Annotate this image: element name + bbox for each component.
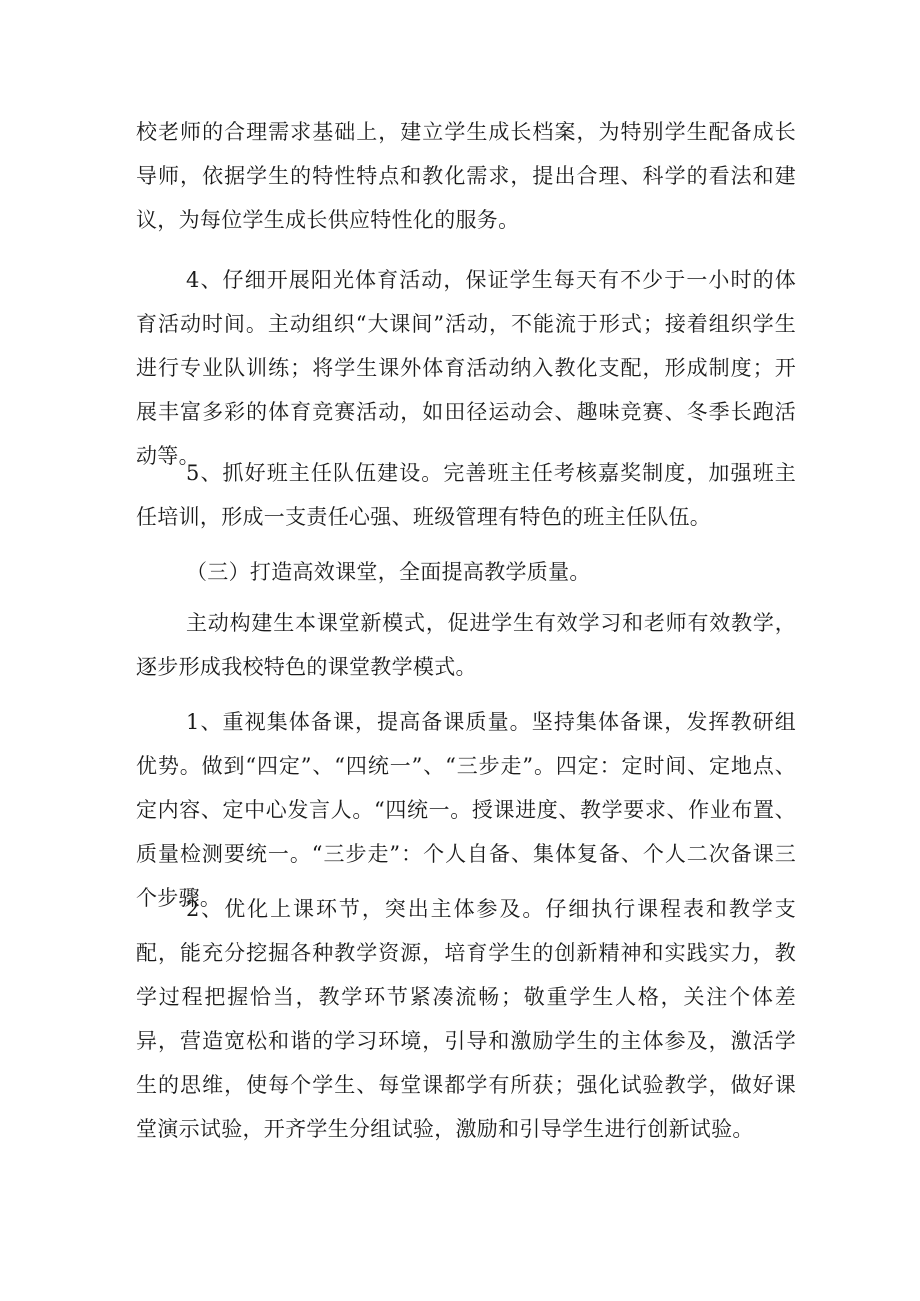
paragraph-optimize-class-sessions: 2、优化上课环节，突出主体参及。仔细执行课程表和教学支配，能充分挖掘各种教学资源，培育学生的创新精神和实践实力，教学过程把握恰当，教学环节紧凑流畅；敬重学生人格，关注个体差异，营造宽松和谐的学习环境，引导和激励学生的主体参及，激活学生的思维，使每个学生、每堂课都学有所获；强化试验教学，做好课堂演示试验，开齐学生分组试验，激励和引导学生进行创新试验。: [136, 897, 796, 1141]
paragraph-student-growth-services: 校老师的合理需求基础上，建立学生成长档案，为特别学生配备成长导师，依据学生的特性特点和教化需求，提出合理、科学的看法和建议，为每位学生成长供应特性化的服务。: [136, 120, 796, 232]
paragraph-head-teacher-team: 5、抓好班主任队伍建设。完善班主任考核嘉奖制度，加强班主任培训，形成一支责任心强、班级管理有特色的班主任队伍。: [136, 461, 796, 529]
section-heading-efficient-classroom: （三）打造高效课堂，全面提高教学质量。: [186, 560, 591, 584]
paragraph-sunshine-sports: 4、仔细开展阳光体育活动，保证学生每天有不少于一小时的体育活动时间。主动组织“大课间”活动，不能流于形式；接着组织学生进行专业队训练；将学生课外体育活动纳入教化支配，形成制度；开展丰富多彩的体育竞赛活动，如田径运动会、趣味竞赛、冬季长跑活动等。: [136, 268, 796, 468]
paragraph-classroom-model: 主动构建生本课堂新模式，促进学生有效学习和老师有效教学，逐步形成我校特色的课堂教学模式。: [136, 611, 796, 679]
paragraph-collective-lesson-prep: 1、重视集体备课，提高备课质量。坚持集体备课，发挥教研组优势。做到“四定”、“四统一”、“三步走”。四定：定时间、定地点、定内容、定中心发言人。“四统一。授课进度、教学要求、作业布置、质量检测要统一。“三步走”：个人自备、集体复备、个人二次备课三个步骤。: [136, 710, 796, 910]
